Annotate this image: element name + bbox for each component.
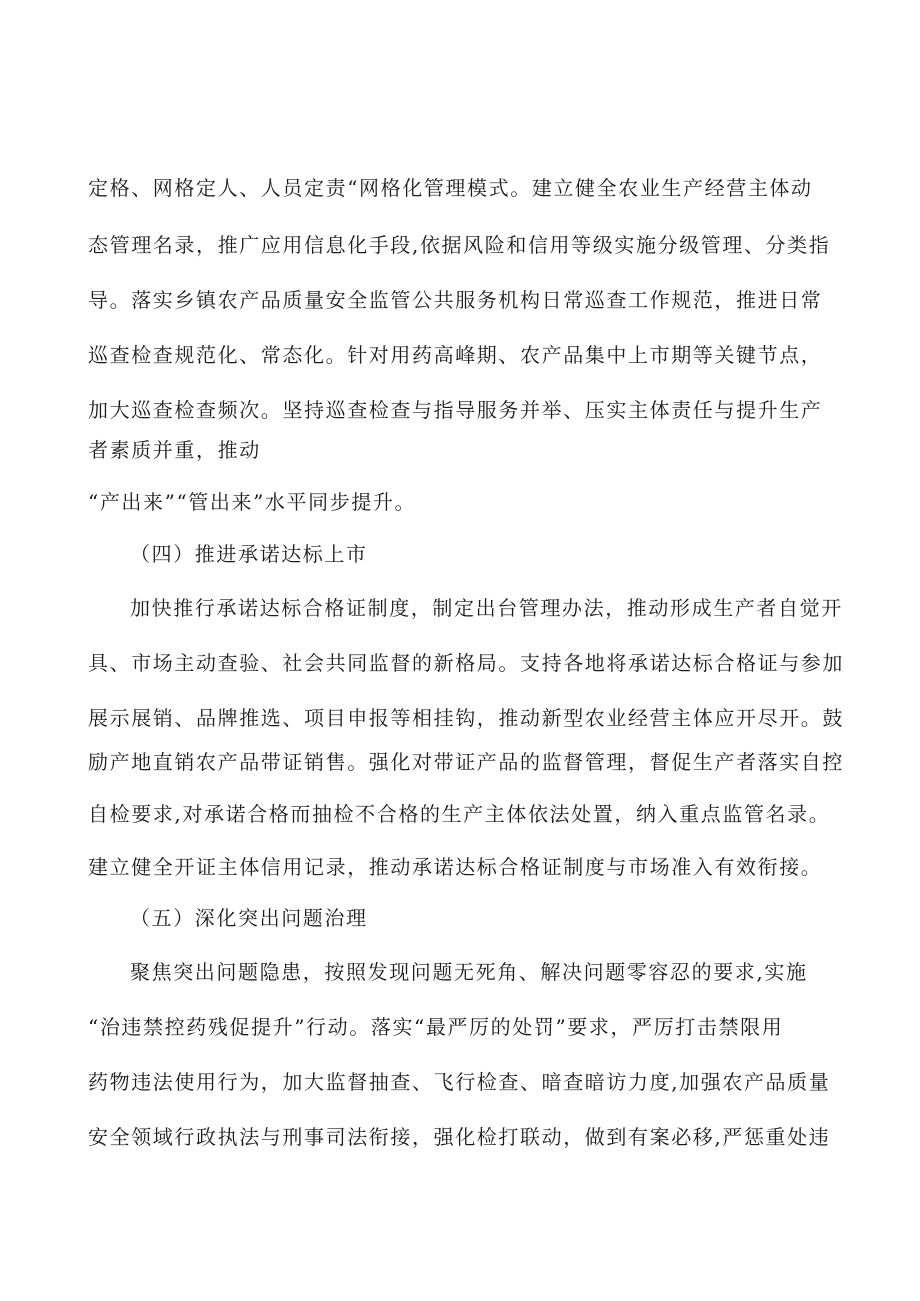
text-line: 药物违法使用行为，加大监督抽查、飞行检查、暗查暗访力度,加强农产品质量	[88, 1070, 831, 1094]
text-line: 加大巡查检查频次。坚持巡查检查与指导服务并举、压实主体责任与提升生产	[88, 398, 823, 422]
section-heading: （四）推进承诺达标上市	[130, 542, 368, 566]
text-line: 导。落实乡镇农产品质量安全监管公共服务机构日常巡查工作规范，推进日常	[88, 288, 823, 312]
text-line: “产出来”“管出来”水平同步提升。	[88, 490, 417, 514]
text-line: 具、市场主动查验、社会共同监督的新格局。支持各地将承诺达标合格证与参加	[88, 651, 844, 675]
text-line: 展示展销、品牌推选、项目申报等相挂钩，推动新型农业经营主体应开尽开。鼓	[88, 706, 844, 730]
text-line: 励产地直销农产品带证销售。强化对带证产品的监督管理，督促生产者落实自控	[88, 750, 844, 774]
text-line: 聚焦突出问题隐患，按照发现问题无死角、解决问题零容忍的要求,实施	[130, 960, 808, 984]
section-heading: （五）深化突出问题治理	[130, 906, 368, 930]
text-line: 者素质并重，推动	[88, 438, 261, 462]
text-line: 安全领域行政执法与刑事司法衔接，强化检打联动，做到有案必移,严惩重处违	[88, 1125, 831, 1149]
text-line: 巡查检查规范化、常态化。针对用药高峰期、农产品集中上市期等关键节点，	[88, 343, 823, 367]
text-line: 定格、网格定人、人员定责“网格化管理模式。建立健全农业生产经营主体动	[88, 176, 813, 200]
text-line: 自检要求,对承诺合格而抽检不合格的生产主体依法处置，纳入重点监管名录。	[88, 802, 831, 826]
text-line: 加快推行承诺达标合格证制度，制定出台管理办法，推动形成生产者自觉开	[130, 596, 843, 620]
text-line: 态管理名录，推广应用信息化手段,依据风险和信用等级实施分级管理、分类指	[88, 233, 831, 257]
text-line: “治违禁控药残促提升”行动。落实“最严厉的处罚”要求，严厉打击禁限用	[88, 1015, 784, 1039]
text-line: 建立健全开证主体信用记录，推动承诺达标合格证制度与市场准入有效衔接。	[88, 855, 823, 879]
